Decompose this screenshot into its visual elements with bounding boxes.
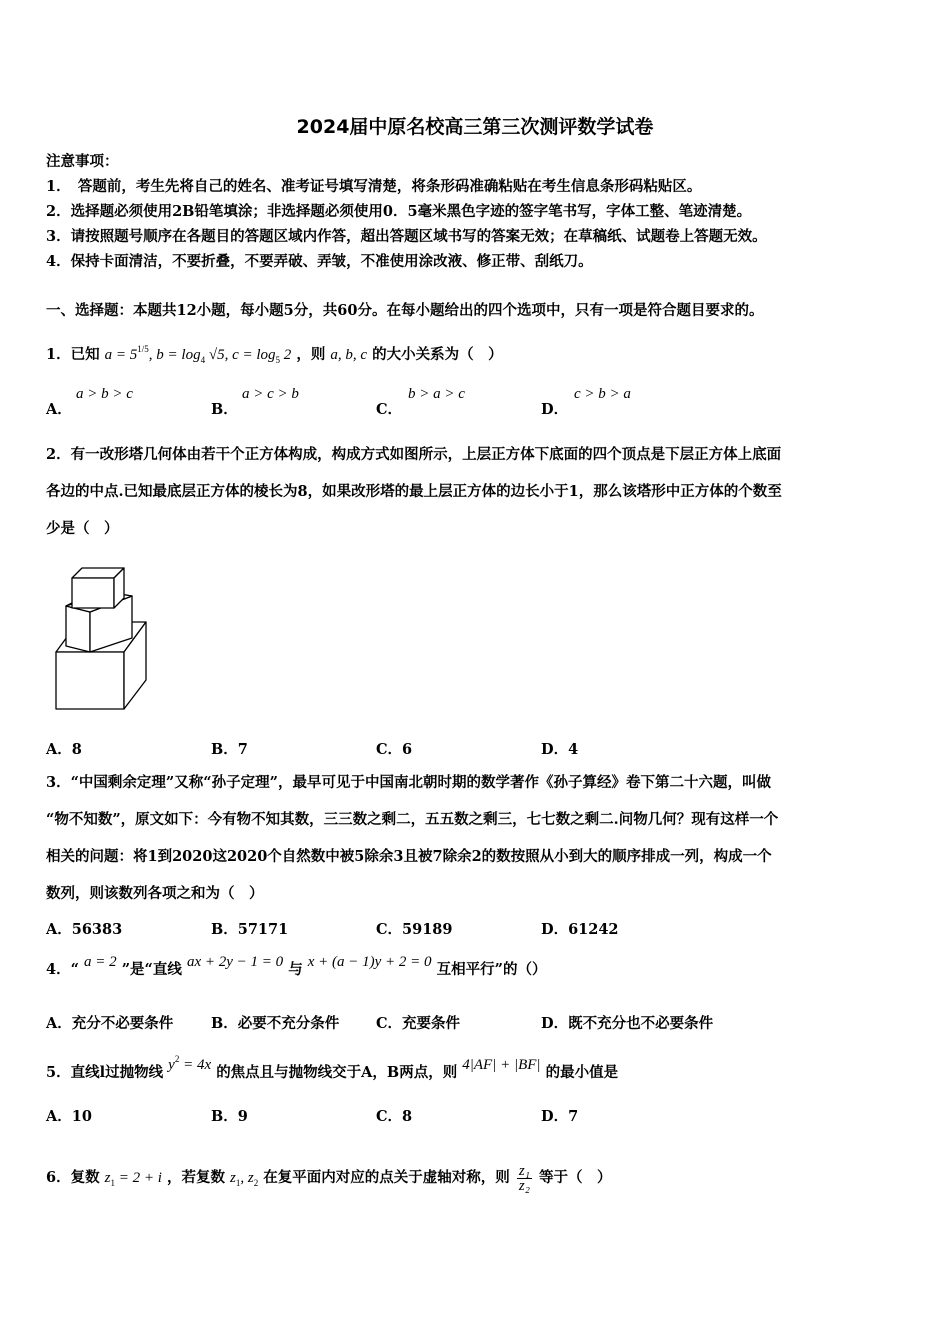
q4-mid2: 与 [288,961,303,978]
q6-prefix: 6．复数 [46,1169,100,1186]
q5-prefix: 5．直线l过抛物线 [46,1064,164,1081]
q5-mid: 的焦点且与抛物线交于A，B两点，则 [216,1064,458,1081]
q4-option-a: A．充分不必要条件 [46,1015,174,1032]
q1-b-expr: , b = log [148,347,201,363]
q5-option-a: A．10 [46,1108,92,1125]
question-2-line: 少是（ ） [46,520,119,537]
q4-suffix: 互相平行”的（） [436,961,547,978]
q6-z1: z [104,1170,111,1186]
q4-option-b: B．必要不充分条件 [211,1015,340,1032]
question-5 [46,1054,619,1083]
q6-z-pair [230,1170,258,1186]
q1-a-expr [104,344,292,365]
q1-suffix: 的大小关系为（ ） [372,346,503,363]
q5-parabola-exp: 2 [174,1054,180,1064]
q6-suffix: 等于（ ） [538,1169,612,1186]
question-6 [46,1162,611,1199]
q1-option-b-math: a > c > b [242,386,299,402]
notice-heading: 注意事项： [46,153,119,170]
question-2-line: 各边的中点.已知最底层正方体的棱长为8，如果改形塔的最上层正方体的边长小于1，那么该塔形中正方体的个数至 [46,483,782,500]
question-3-line: 数列，则该数列各项之和为（ ） [46,885,264,902]
question-3-line: 相关的问题：将1到2020这2020个自然数中被5除余3且被7除余2的数按照从小到大的顺序排成一列，构成一个 [46,848,772,865]
q4-option-c: C．充要条件 [376,1015,461,1032]
q2-option-b: B．7 [211,741,248,758]
q1-option-b-label: B． [211,401,238,418]
q4-prefix: 4．“ [46,961,79,978]
q3-option-d: D．61242 [541,921,619,938]
q1-c-arg: 2 [280,347,292,363]
q1-b-arg: √5 [205,347,225,363]
question-2-line: 2．有一改形塔几何体由若干个正方体构成，构成方式如图所示，上层正方体下底面的四个顶点是下层正方体上底面 [46,446,782,463]
q6-mid: ，若复数 [166,1169,225,1186]
page-title: 2024届中原名校高三第三次测评数学试卷 [296,116,654,138]
question-3-line: 3．“中国剩余定理”又称“孙子定理”，最早可见于中国南北朝时期的数学著作《孙子算经》卷下第二十六题，叫做 [46,774,771,791]
q5-option-c: C．8 [376,1108,413,1125]
q6-fraction [517,1164,532,1193]
q6-z1-expr [105,1170,162,1186]
q6-zb: , z [240,1170,254,1186]
question-3-line: “物不知数”，原文如下：今有物不知其数，三三数之剩二，五五数之剩三，七七数之剩二.问物几何？现有这样一个 [46,811,779,828]
q2-option-c: C．6 [376,741,413,758]
bottom-cube-front [56,652,124,709]
q6-mid2: 在复平面内对应的点关于虚轴对称，则 [263,1169,510,1186]
cube-tower-figure [52,566,152,714]
q4-option-d: D．既不充分也不必要条件 [541,1015,714,1032]
q1-option-a-math: a > b > c [76,386,133,402]
q1-option-a-label: A． [46,401,72,418]
q1-option-d-label: D． [541,401,569,418]
q2-option-d: D．4 [541,741,579,758]
middle-cube-front-left [66,606,90,652]
q4-line2: x + (a − 1)y + 2 = 0 [307,954,432,970]
q6-za-sub: 1 [235,1178,241,1188]
q3-option-b: B．57171 [211,921,289,938]
q1-option-c-label: C． [376,401,403,418]
q1-mid: ，则 [296,346,326,363]
q1-a-base: a = 5 [104,347,138,363]
q6-zb-sub: 2 [253,1178,259,1188]
question-4 [46,954,547,980]
q4-mid1: ”是“直线 [121,961,182,978]
q5-expression: 4|AF| + |BF| [462,1057,541,1073]
notice-item: 4．保持卡面清洁，不要折叠，不要弄破、弄皱，不准使用涂改液、修正带、刮纸刀。 [46,253,593,270]
q1-c-expr: , c = log [224,347,276,363]
q3-option-a: A．56383 [46,921,123,938]
q6-fraction-numerator: z₁ [518,1162,530,1179]
notice-item: 2．选择题必须使用2B铅笔填涂；非选择题必须使用0．5毫米黑色字迹的签字笔书写，字体工整、笔迹清楚。 [46,203,752,220]
notice-item: 1． 答题前，考生先将自己的姓名、准考证号填写清楚，将条形码准确粘贴在考生信息条形码粘贴区。 [46,178,702,195]
q5-parabola-y: y [168,1057,175,1073]
q1-option-c-math: b > a > c [408,386,465,402]
q5-option-b: B．9 [211,1108,248,1125]
q1-c-base: 5 [275,355,281,365]
q4-line1: ax + 2y − 1 = 0 [186,954,284,970]
section-heading: 一、选择题：本题共12小题，每小题5分，共60分。在每小题给出的四个选项中，只有一项是符合题目要求的。 [46,302,764,319]
question-1 [46,339,503,370]
q6-fraction-denominator: z₂ [518,1177,530,1194]
q6-za: z [230,1170,236,1186]
q5-parabola [168,1054,212,1073]
q6-z1-sub: 1 [110,1178,115,1188]
q6-z1-rhs: = 2 + i [115,1170,162,1186]
q5-suffix: 的最小值是 [545,1064,619,1081]
top-cube-front [72,578,114,608]
q1-vars: a, b, c [330,347,368,363]
q1-a-exponent: 1/5 [137,344,149,354]
q4-condition: a = 2 [84,954,117,970]
q1-option-d-math: c > b > a [574,386,631,402]
q5-parabola-rhs: = 4x [179,1057,212,1073]
q2-option-a: A．8 [46,741,82,758]
notice-item: 3．请按照题号顺序在各题目的答题区域内作答，超出答题区域书写的答案无效；在草稿纸、试题卷上答题无效。 [46,228,767,245]
q1-b-base: 4 [200,355,206,365]
q1-prefix: 1．已知 [46,346,100,363]
q5-option-d: D．7 [541,1108,579,1125]
q3-option-c: C．59189 [376,921,453,938]
